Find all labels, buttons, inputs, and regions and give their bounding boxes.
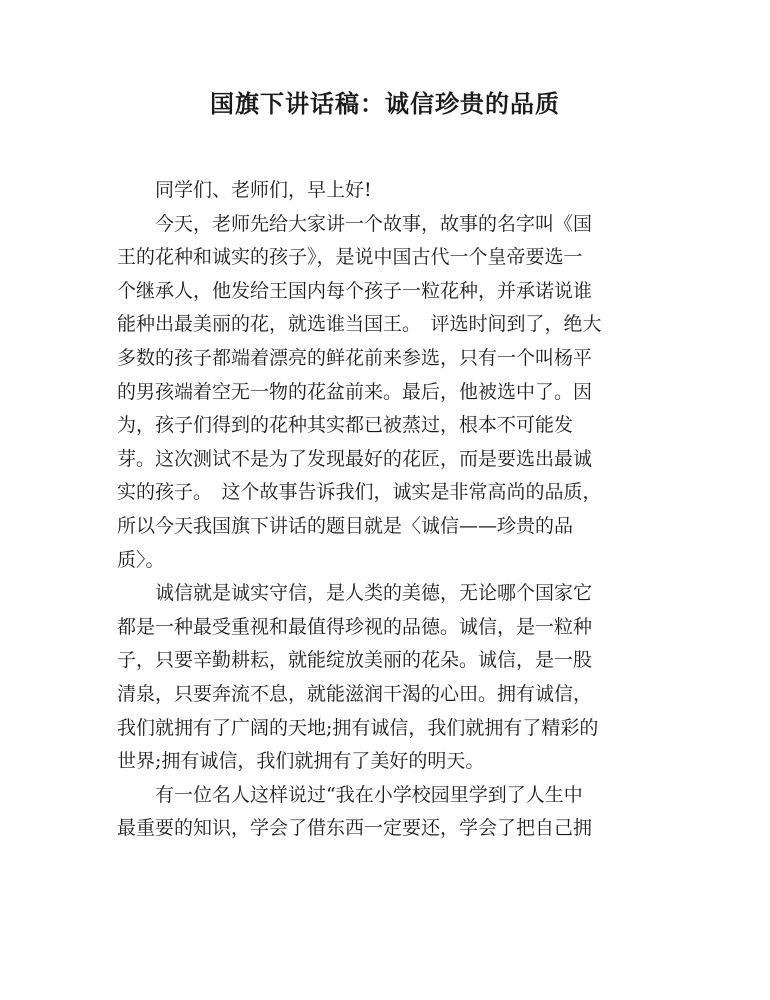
body-line: 为，孩子们得到的花种其实都已被蒸过，根本不可能发 <box>117 414 574 437</box>
body-line: 世界;拥有诚信，我们就拥有了美好的明天。 <box>117 750 485 773</box>
body-line: 的男孩端着空无一物的花盆前来。最后，他被选中了。因 <box>117 380 593 403</box>
body-line: 子，只要辛勤耕耘，就能绽放美丽的花朵。诚信，是一股 <box>117 649 593 672</box>
body-line: 多数的孩子都端着漂亮的鲜花前来参选，只有一个叫杨平 <box>117 346 593 369</box>
body-line: 今天，老师先给大家讲一个故事，故事的名字叫《国 <box>117 212 593 235</box>
body-line: 都是一种最受重视和最值得珍视的品德。诚信，是一粒种 <box>117 615 593 638</box>
body-line: 清泉，只要奔流不息，就能滋润干渴的心田。拥有诚信， <box>117 682 593 705</box>
body-line: 所以今天我国旗下讲话的题目就是〈诚信——珍贵的品 <box>117 514 574 537</box>
body-line: 实的孩子。 这个故事告诉我们，诚实是非常高尚的品质， <box>117 481 602 504</box>
body-line: 有一位名人这样说过“我在小学校园里学到了人生中 <box>117 783 583 806</box>
body-line: 最重要的知识，学会了借东西一定要还，学会了把自己拥 <box>117 817 593 840</box>
body-line: 芽。这次测试不是为了发现最好的花匠，而是要选出最诚 <box>117 447 593 470</box>
body-line: 我们就拥有了广阔的天地;拥有诚信，我们就拥有了精彩的 <box>117 716 599 739</box>
document-title: 国旗下讲话稿：诚信珍贵的品质 <box>210 90 560 118</box>
document-body <box>117 174 657 846</box>
body-line: 个继承人，他发给王国内每个孩子一粒花种，并承诺说谁 <box>117 279 593 302</box>
body-line: 能种出最美丽的花，就选谁当国王。 评选时间到了，绝大 <box>117 313 602 336</box>
body-line: 诚信就是诚实守信，是人类的美德，无论哪个国家它 <box>117 582 593 605</box>
body-line: 质〉。 <box>117 548 165 571</box>
body-line: 同学们、老师们，早上好! <box>117 179 372 201</box>
body-line: 王的花种和诚实的孩子》，是说中国古代一个皇帝要选一 <box>117 246 583 269</box>
